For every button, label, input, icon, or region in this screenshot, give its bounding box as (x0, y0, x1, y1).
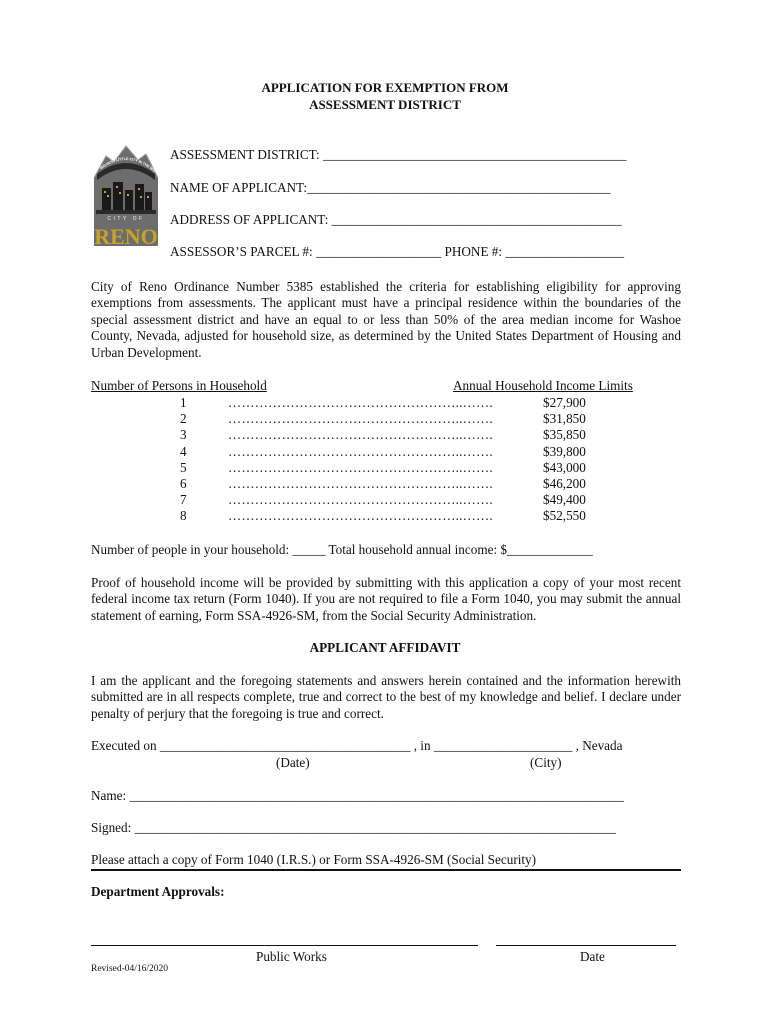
income-limits-column-header: Annual Household Income Limits (453, 378, 633, 393)
income-table-row (91, 444, 691, 460)
logo-arc-text: BIGGEST LITTLE CITY IN THE WO (99, 156, 157, 174)
household-size-cell: 6 (180, 476, 187, 491)
dot-leader: ……………………………………………..……. (228, 508, 493, 524)
income-limit-cell: $49,400 (543, 492, 586, 508)
household-size-cell: 1 (180, 395, 187, 410)
income-table-row (91, 476, 691, 492)
income-limit-cell: $31,850 (543, 411, 586, 427)
ordinance-paragraph: City of Reno Ordinance Number 5385 established the criteria for establishing eligibility for approving exemptions from assessments. The applicant must have a principal residence within the boundaries of the special assessment district and have an equal to or less than 50% of the area median income for Washoe County, Nevada, adjusted for household size, as determined by the United States Department of Housing and Urban Development. (91, 279, 681, 360)
executed-city-label: (City) (530, 755, 562, 770)
parcel-phone-field[interactable]: ASSESSOR’S PARCEL #: ___________________ PHONE #: __________________ (170, 244, 625, 259)
household-size-cell: 3 (180, 427, 187, 443)
household-size-cell: 8 (180, 508, 187, 524)
income-table-row (91, 411, 691, 427)
income-table-row (91, 492, 691, 508)
form-title-line1: APPLICATION FOR EXEMPTION FROM (261, 80, 509, 95)
applicant-address-field[interactable]: ADDRESS OF APPLICANT: ____________________________________________ (170, 212, 622, 227)
income-limit-cell: $27,900 (543, 395, 586, 410)
department-approvals-heading: Department Approvals: (91, 884, 225, 899)
public-works-label: Public Works (256, 949, 327, 964)
dot-leader: ……………………………………………..……. (228, 395, 493, 410)
applicant-name-field[interactable]: NAME OF APPLICANT:______________________________________________ (170, 180, 611, 195)
income-table-row (91, 395, 691, 411)
executed-line[interactable]: Executed on ______________________________________ , in _____________________ , Nevada (91, 738, 623, 753)
dot-leader: ……………………………………………..……. (228, 443, 493, 459)
dot-leader: ……………………………………………..……. (228, 427, 493, 443)
approval-date-line[interactable] (496, 945, 676, 946)
dot-leader: ……………………………………………..……. (228, 492, 493, 508)
revision-date: Revised-04/16/2020 (91, 964, 169, 974)
income-limit-cell: $35,850 (543, 427, 586, 443)
household-income-line[interactable]: Number of people in your household: _____ Total household annual income: $_____________ (91, 542, 593, 557)
income-table-row (91, 427, 691, 443)
assessment-district-field[interactable]: ASSESSMENT DISTRICT: ______________________________________________ (170, 147, 627, 162)
affidavit-heading: APPLICANT AFFIDAVIT (309, 640, 461, 655)
executed-date-label: (Date) (276, 755, 310, 770)
persons-column-header: Number of Persons in Household (91, 378, 267, 393)
section-divider (91, 869, 681, 871)
income-limit-cell: $52,550 (543, 508, 586, 524)
approval-date-label: Date (580, 949, 605, 964)
income-limit-cell: $43,000 (543, 459, 586, 475)
dot-leader: ……………………………………………..……. (228, 476, 493, 491)
signed-line[interactable]: Signed: _________________________________________________________________________ (91, 820, 616, 835)
name-line[interactable]: Name: ___________________________________________________________________________ (91, 788, 624, 803)
dot-leader: ……………………………………………..……. (228, 411, 493, 427)
household-size-cell: 5 (180, 459, 187, 475)
attach-note: Please attach a copy of Form 1040 (I.R.S.) or Form SSA-4926-SM (Social Security) (91, 852, 537, 867)
income-table-row (91, 508, 691, 524)
income-table-row (91, 460, 691, 476)
logo-city-of-text: CITY OF (107, 216, 145, 222)
city-of-reno-logo (92, 142, 160, 248)
proof-of-income-paragraph: Proof of household income will be provided by submitting with this application a copy of your most recent federal income tax return (Form 1040). If you are not required to file a Form 1040, you may submit the annual statement of earning, Form SSA-4926-SM, from the Social Security Administration. (91, 575, 681, 623)
household-size-cell: 4 (180, 443, 187, 459)
public-works-signature-line[interactable] (91, 945, 478, 946)
income-limit-cell: $39,800 (543, 443, 586, 459)
household-size-cell: 2 (180, 411, 187, 427)
affidavit-text: I am the applicant and the foregoing statements and answers herein contained and the information herewith submitted are in all respects complete, true and correct to the best of my knowledge and belief. I declare under penalty of perjury that the foregoing is true and correct. (91, 673, 681, 721)
logo-reno-text: RENO (94, 224, 158, 248)
dot-leader: ……………………………………………..……. (228, 459, 493, 475)
household-size-cell: 7 (180, 492, 187, 508)
income-limit-cell: $46,200 (543, 476, 586, 491)
form-title-line2: ASSESSMENT DISTRICT (309, 97, 461, 112)
